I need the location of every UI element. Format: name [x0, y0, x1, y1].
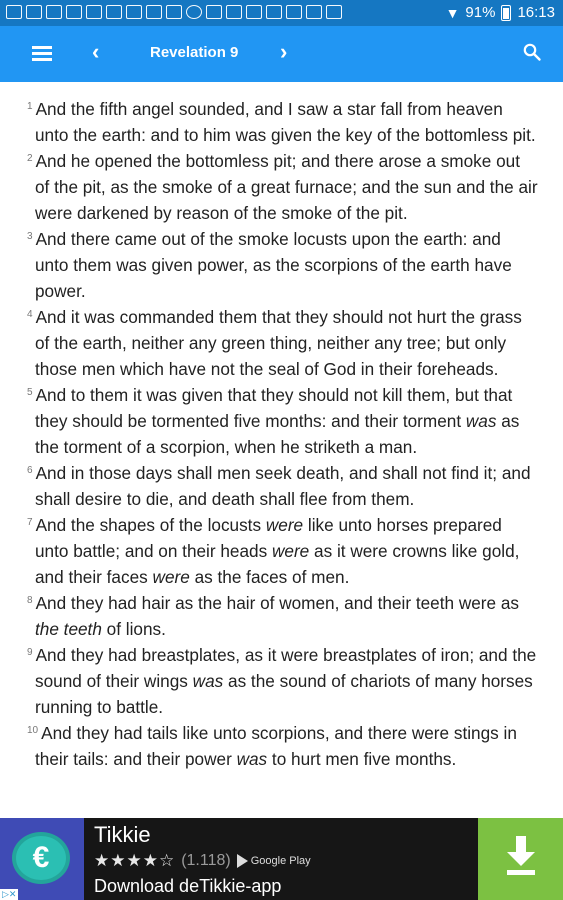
battery-percent: 91% — [465, 4, 496, 21]
download-button[interactable] — [478, 818, 563, 900]
battery-icon — [501, 5, 511, 21]
search-icon[interactable] — [523, 43, 541, 61]
verse-italic-text: were — [271, 541, 310, 561]
verse-number: 5 — [27, 387, 33, 398]
ad-logo-background — [0, 818, 84, 900]
verse-text: as it were crowns like gold, and their faces — [35, 541, 520, 587]
verse[interactable] — [27, 720, 539, 772]
verse-italic-text: was — [192, 671, 224, 691]
verse[interactable] — [27, 148, 539, 226]
verse-text: as the faces of men. — [189, 567, 350, 587]
verse-number: 4 — [27, 309, 33, 320]
verse-number: 2 — [27, 153, 33, 164]
google-play-badge — [237, 854, 311, 868]
chapter-title[interactable]: Revelation 9 — [150, 44, 239, 61]
ad-banner[interactable] — [0, 818, 563, 900]
verse-text: And he opened the bottomless pit; and there arose a smoke out of the pit, as the smoke of a great furnace; and the sun and the air were darkened by reason of the smoke of the pit. — [35, 151, 538, 223]
notification-icon — [166, 5, 182, 19]
verse-text: And to them it was given that they should not kill them, but that they should be tormented five months: and their torment — [35, 385, 513, 431]
download-icon — [505, 834, 537, 878]
verse-text: of lions. — [101, 619, 166, 639]
verse[interactable] — [27, 382, 539, 460]
notification-icon — [206, 5, 222, 19]
star-rating-icon: ★★★★☆ — [94, 851, 176, 870]
verse-italic-text: the teeth — [35, 619, 102, 639]
menu-icon[interactable] — [32, 46, 52, 62]
verse-italic-text: was — [465, 411, 497, 431]
notification-icons — [6, 5, 342, 19]
verse-italic-text: were — [152, 567, 190, 587]
notification-icon — [286, 5, 302, 19]
verse-text: as the sound of chariots of many horses running to battle. — [35, 671, 533, 717]
verse-text: And in those days shall men seek death, and shall not find it; and shall desire to die, and death shall flee from them. — [35, 463, 531, 509]
rating-count: (1.118) — [181, 852, 231, 869]
notification-icon — [186, 5, 202, 19]
ad-cta-text[interactable]: Download deTikkie-app — [94, 876, 282, 896]
notification-icon — [6, 5, 22, 19]
verse-italic-text: was — [236, 749, 268, 769]
verse-text: And the shapes of the locusts — [35, 515, 266, 535]
verse-number: 9 — [27, 647, 33, 658]
notification-icon — [306, 5, 322, 19]
chevron-right-icon[interactable]: › — [280, 39, 288, 64]
notification-icon — [46, 5, 62, 19]
verse[interactable] — [27, 512, 539, 590]
notification-icon — [106, 5, 122, 19]
verse[interactable] — [27, 460, 539, 512]
verse-text: And the fifth angel sounded, and I saw a star fall from heaven unto the earth: and to him was given the key of the bottomless pit. — [35, 99, 536, 145]
notification-icon — [326, 5, 342, 19]
ad-choices-icon[interactable]: ▷✕ — [2, 889, 17, 899]
verse-text: And they had tails like unto scorpions, and there were stings in their tails: and their power — [35, 723, 517, 769]
chapter-text — [27, 96, 539, 818]
verse[interactable] — [27, 96, 539, 148]
status-bar — [0, 0, 563, 26]
clock: 16:13 — [517, 4, 555, 21]
notification-icon — [246, 5, 262, 19]
chevron-left-icon[interactable]: ‹ — [92, 39, 100, 64]
app-bar — [0, 26, 563, 82]
status-right — [446, 4, 555, 21]
notification-icon — [126, 5, 142, 19]
verse-text: And they had hair as the hair of women, and their teeth were as — [35, 593, 520, 613]
tikkie-logo: € — [12, 832, 70, 884]
verse-text: to hurt men five months. — [267, 749, 457, 769]
store-label: Google Play — [250, 855, 311, 867]
verse[interactable] — [27, 226, 539, 304]
verse-number: 6 — [27, 465, 33, 476]
verse-text: like unto horses prepared unto battle; and on their heads — [35, 515, 502, 561]
verse-italic-text: were — [265, 515, 304, 535]
verse-number: 7 — [27, 517, 33, 528]
verse-text: And it was commanded them that they should not hurt the grass of the earth, neither any green thing, neither any tree; but only those men which have not the seal of God in their foreheads. — [35, 307, 522, 379]
verse[interactable] — [27, 642, 539, 720]
notification-icon — [146, 5, 162, 19]
notification-icon — [226, 5, 242, 19]
ad-rating — [94, 851, 311, 871]
notification-icon — [266, 5, 282, 19]
wifi-icon: ▼ — [445, 4, 460, 21]
verse-text: as the torment of a scorpion, when he striketh a man. — [35, 411, 520, 457]
notification-icon — [26, 5, 42, 19]
verse[interactable] — [27, 590, 539, 642]
ad-app-name[interactable]: Tikkie — [94, 822, 151, 847]
verse[interactable] — [27, 304, 539, 382]
verse-number: 10 — [27, 725, 39, 736]
notification-icon — [86, 5, 102, 19]
verse-number: 1 — [27, 101, 33, 112]
google-play-icon — [237, 854, 248, 868]
verse-number: 8 — [27, 595, 33, 606]
notification-icon — [66, 5, 82, 19]
verse-number: 3 — [27, 231, 33, 242]
verse-text: And there came out of the smoke locusts upon the earth: and unto them was given power, as the scorpions of the earth have power. — [35, 229, 512, 301]
verse-text: And they had breastplates, as it were breastplates of iron; and the sound of their wings — [35, 645, 537, 691]
